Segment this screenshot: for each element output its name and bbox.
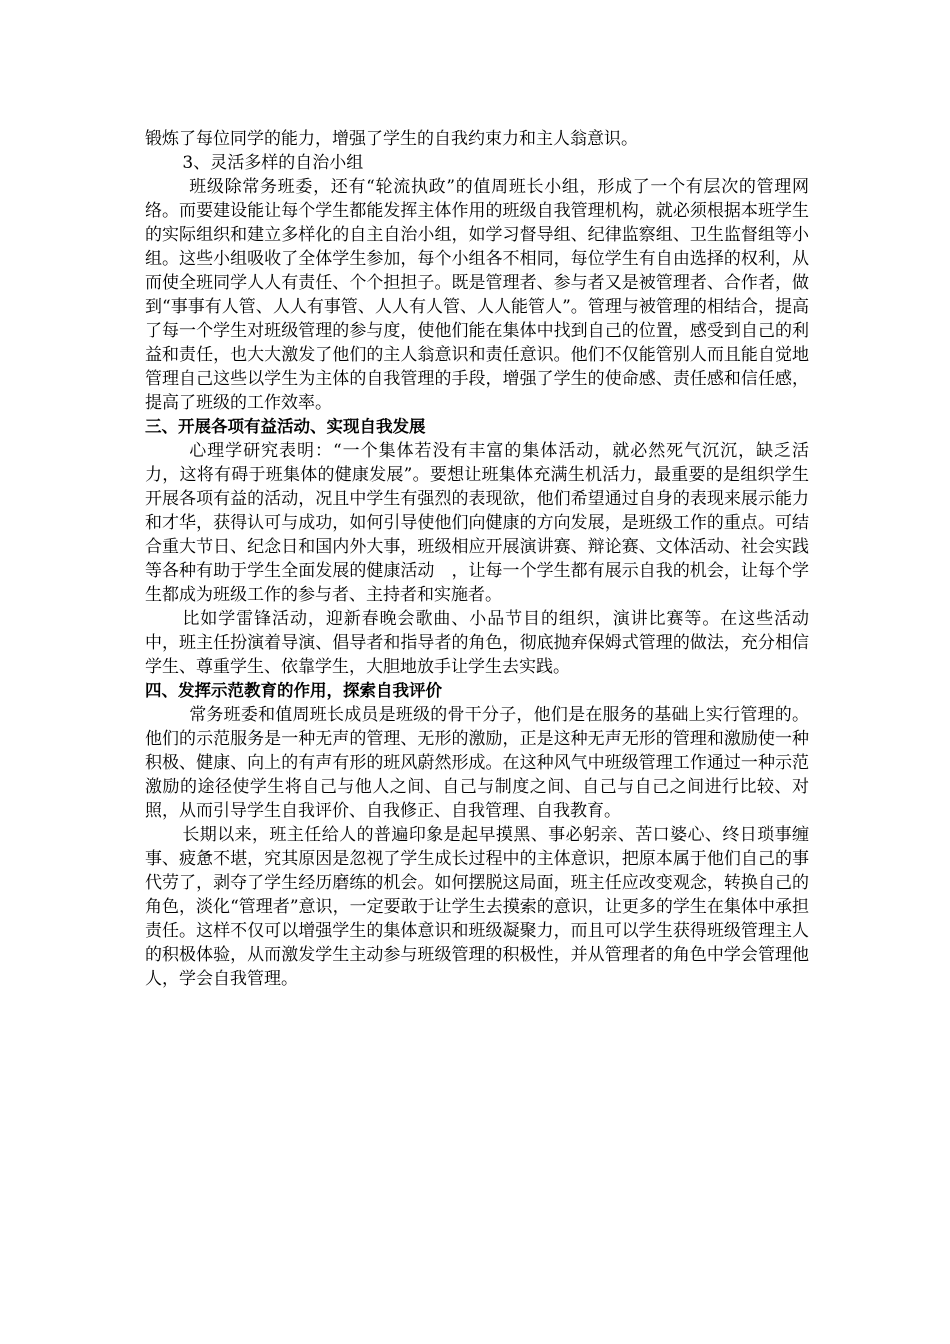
section-heading-activities: 三、开展各项有益活动、实现自我发展 bbox=[145, 417, 426, 436]
document-page bbox=[145, 127, 809, 991]
paragraph-teacher-role: 长期以来，班主任给人的普遍印象是起早摸黑、事必躬亲、苦口婆心、终日琐事缠事、疲惫不堪，究其原因是忽视了学生成长过程中的主体意识，把原本属于他们自己的事代劳了，剥夺了学生经历磨练的机会。如何摆脱这局面，班主任应改变观念，转换自己的角色，淡化“管理者”意识，一定要敢于让学生去摸索的意识，让更多的学生在集体中承担责任。这样不仅可以增强学生的集体意识和班级凝聚力，而且可以学生获得班级管理主人的积极体验，从而激发学生主动参与班级管理的积极性，并从管理者的角色中学会管理他人，学会自我管理。 bbox=[145, 825, 809, 989]
paragraph-activities-psychology: 心理学研究表明：“一个集体若没有丰富的集体活动，就必然死气沉沉，缺乏活力，这将有碍于班集体的健康发展”。要想让班集体充满生机活力，最重要的是组织学生开展各项有益的活动，况且中学生有强烈的表现欲，他们希望通过自身的表现来展示能力和才华，获得认可与成功，如何引导使他们向健康的方向发展，是班级工作的重点。可结合重大节日、纪念日和国内外大事，班级相应开展演讲赛、辩论赛、文体活动、社会实践等各种有助于学生全面发展的健康活动 ，让每一个学生都有展示自我的机会，让每个学生都成为班级工作的参与者、主持者和实施者。 bbox=[145, 441, 809, 605]
paragraph-self-governing-groups: 班级除常务班委，还有“轮流执政”的值周班长小组，形成了一个有层次的管理网络。而要建设能让每个学生都能发挥主体作用的班级自我管理机构，就必须根据本班学生的实际组织和建立多样化的自主自治小组，如学习督导组、纪律监察组、卫生监督组等小组。这些小组吸收了全体学生参加，每个小组各不相同，每位学生有自由选择的权利，从而使全班同学人人有责任、个个担担子。既是管理者、参与者又是被管理者、合作者，做到“事事有人管、人人有事管、人人有人管、人人能管人”。管理与被管理的相结合，提高了每一个学生对班级管理的参与度，使他们能在集体中找到自己的位置，感受到自己的利益和责任，也大大激发了他们的主人翁意识和责任意识。他们不仅能管别人而且能自觉地管理自己这些以学生为主体的自我管理的手段，增强了学生的使命感、责任感和信任感，提高了班级的工作效率。 bbox=[145, 177, 809, 413]
paragraph-activities-examples: 比如学雷锋活动，迎新春晚会歌曲、小品节目的组织，演讲比赛等。在这些活动中，班主任扮演着导演、倡导者和指导者的角色，彻底抛弃保姆式管理的做法，充分相信学生、尊重学生、依靠学生，大胆地放手让学生去实践。 bbox=[145, 609, 809, 677]
paragraph-continuation: 锻炼了每位同学的能力，增强了学生的自我约束力和主人翁意识。 bbox=[145, 129, 638, 149]
subheading-self-governing-groups: 3、灵活多样的自治小组 bbox=[182, 153, 364, 173]
section-heading-role-model: 四、发挥示范教育的作用，探索自我评价 bbox=[145, 681, 442, 700]
paragraph-role-model-service: 常务班委和值周班长成员是班级的骨干分子，他们是在服务的基础上实行管理的。他们的示范服务是一种无声的管理、无形的激励，正是这种无声无形的管理和激励使一种积极、健康、向上的有声有形的班风蔚然形成。在这种风气中班级管理工作通过一种示范激励的途径使学生将自己与他人之间、自己与制度之间、自己与自己之间进行比较、对照，从而引导学生自我评价、自我修正、自我管理、自我教育。 bbox=[145, 705, 809, 821]
